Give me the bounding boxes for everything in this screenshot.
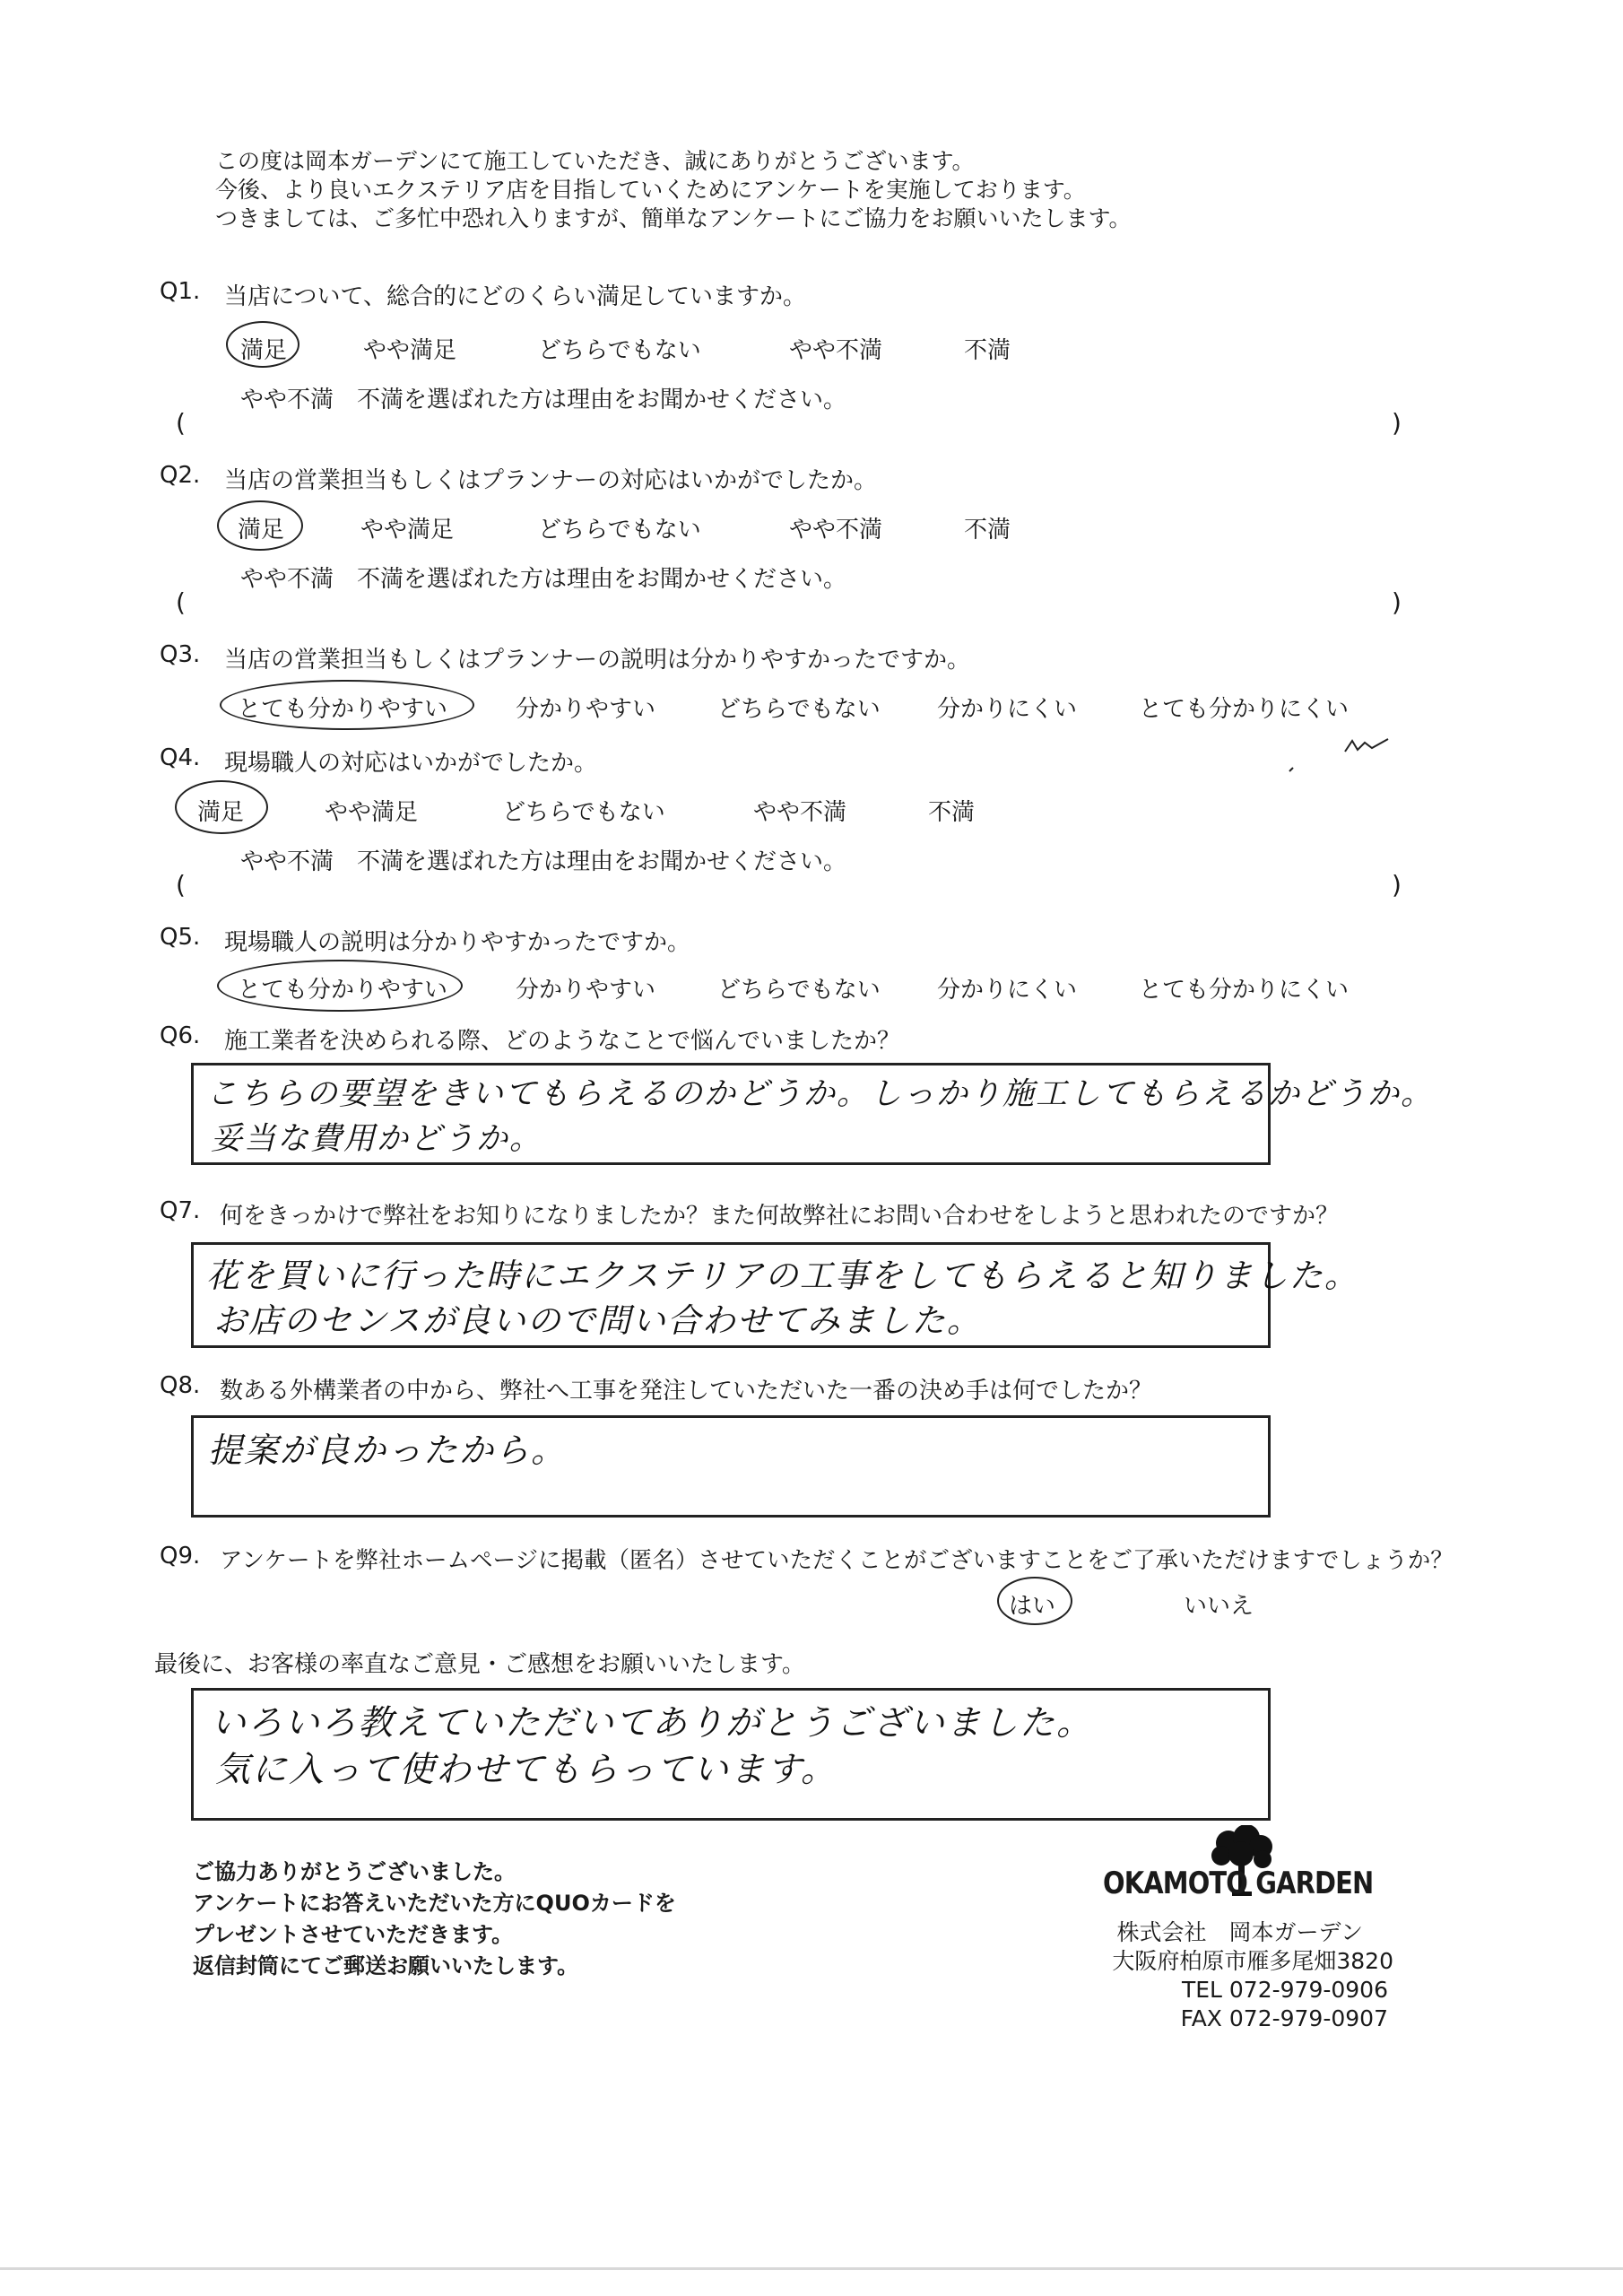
final-answer-line-1: いろいろ教えていただいてありがとうございました。 bbox=[211, 1703, 1094, 1744]
q5-option-1[interactable]: とても分かりやすい bbox=[238, 977, 448, 1004]
q4-option-2[interactable]: やや満足 bbox=[325, 799, 419, 826]
q9-option-no[interactable]: いいえ bbox=[1184, 1593, 1254, 1620]
q4-label: Q4. bbox=[160, 744, 201, 771]
company-name: 株式会社 岡本ガーデン bbox=[1116, 1919, 1363, 1945]
q4-option-3[interactable]: どちらでもない bbox=[502, 799, 665, 826]
q7-answer-line-1: 花を買いに行った時にエクステリアの工事をしてもらえると知りました。 bbox=[206, 1257, 1359, 1295]
q4-reason-prompt: やや不満 不満を選ばれた方は理由をお聞かせください。 bbox=[240, 848, 847, 875]
q2-paren-open: ( bbox=[176, 587, 186, 617]
q6-answer-line-2: 妥当な費用かどうか。 bbox=[211, 1121, 543, 1157]
q1-reason-prompt: やや不満 不満を選ばれた方は理由をお聞かせください。 bbox=[240, 387, 847, 413]
q1-paren-open: ( bbox=[176, 408, 186, 438]
scan-edge-line bbox=[0, 2267, 1623, 2270]
q1-option-2[interactable]: やや満足 bbox=[363, 337, 457, 364]
q5-option-5[interactable]: とても分かりにくい bbox=[1139, 977, 1350, 1004]
q4-paren-close: ) bbox=[1392, 870, 1402, 900]
q3-option-2[interactable]: 分かりやすい bbox=[516, 696, 656, 723]
intro-line-1: この度は岡本ガーデンにて施工していただき、誠にありがとうございます。 bbox=[215, 148, 975, 174]
q1-label: Q1. bbox=[160, 278, 201, 305]
intro-line-3: つきましては、ご多忙中恐れ入りますが、簡単なアンケートにご協力をお願いいたします。 bbox=[215, 205, 1132, 231]
footer-thanks-1: ご協力ありがとうございました。 bbox=[193, 1859, 516, 1884]
q4-question: 現場職人の対応はいかがでしたか。 bbox=[224, 750, 598, 777]
q6-answer-line-1: こちらの要望をきいてもらえるのかどうか。しっかり施工してもらえるかどうか。 bbox=[206, 1076, 1435, 1112]
q1-paren-close: ) bbox=[1392, 408, 1402, 438]
company-tel: TEL 072-979-0906 bbox=[1181, 1977, 1388, 2003]
q8-label: Q8. bbox=[160, 1372, 201, 1399]
q1-question: 当店について、総合的にどのくらい満足していますか。 bbox=[224, 283, 806, 310]
q3-option-4[interactable]: 分かりにくい bbox=[937, 696, 1078, 723]
q1-option-5[interactable]: 不満 bbox=[964, 337, 1011, 364]
q3-question: 当店の営業担当もしくはプランナーの説明は分かりやすかったですか。 bbox=[224, 647, 971, 674]
q4-option-5[interactable]: 不満 bbox=[928, 799, 976, 826]
q2-option-1[interactable]: 満足 bbox=[238, 517, 285, 544]
q1-option-1[interactable]: 満足 bbox=[240, 337, 288, 364]
intro-line-2: 今後、より良いエクステリア店を目指していくためにアンケートを実施しております。 bbox=[215, 177, 1086, 203]
q5-option-4[interactable]: 分かりにくい bbox=[937, 977, 1078, 1004]
q2-question: 当店の営業担当もしくはプランナーの対応はいかがでしたか。 bbox=[224, 467, 878, 494]
q3-option-3[interactable]: どちらでもない bbox=[717, 696, 881, 723]
company-logo-text: OKAMOTO GARDEN bbox=[1103, 1866, 1374, 1901]
q9-question: アンケートを弊社ホームページに掲載（匿名）させていただくことがございますことをご了承いただけますでしょうか？ bbox=[220, 1547, 1454, 1574]
q2-option-3[interactable]: どちらでもない bbox=[538, 517, 701, 544]
footer-thanks-3: プレゼントさせていただきます。 bbox=[193, 1922, 514, 1947]
q2-label: Q2. bbox=[160, 462, 201, 489]
q7-question: 何をきっかけで弊社をお知りになりましたか？また何故弊社にお問い合わせをしようと思われたのですか？ bbox=[220, 1203, 1340, 1230]
q5-question: 現場職人の説明は分かりやすかったですか。 bbox=[224, 929, 691, 956]
q2-option-5[interactable]: 不満 bbox=[964, 517, 1011, 544]
footer-thanks-4: 返信封筒にてご郵送お願いいたします。 bbox=[193, 1953, 579, 1979]
q4-option-4[interactable]: やや不満 bbox=[753, 799, 847, 826]
q3-label: Q3. bbox=[160, 641, 201, 668]
q9-label: Q9. bbox=[160, 1543, 201, 1570]
q7-label: Q7. bbox=[160, 1197, 201, 1224]
company-fax: FAX 072-979-0907 bbox=[1180, 2005, 1388, 2031]
q2-option-4[interactable]: やや不満 bbox=[789, 517, 883, 544]
q5-option-3[interactable]: どちらでもない bbox=[717, 977, 881, 1004]
q9-option-yes[interactable]: はい bbox=[1009, 1593, 1056, 1620]
q1-option-3[interactable]: どちらでもない bbox=[538, 337, 701, 364]
q6-label: Q6. bbox=[160, 1022, 201, 1049]
footer-thanks-2: アンケートにお答えいただいた方にQUOカードを bbox=[193, 1891, 676, 1916]
q2-reason-prompt: やや不満 不満を選ばれた方は理由をお聞かせください。 bbox=[240, 566, 847, 593]
pen-scribble-mark bbox=[1282, 725, 1390, 778]
q4-option-1[interactable]: 満足 bbox=[197, 799, 245, 826]
q4-paren-open: ( bbox=[176, 870, 186, 900]
q3-option-5[interactable]: とても分かりにくい bbox=[1139, 696, 1350, 723]
final-answer-line-2: 気に入って使わせてもらっています。 bbox=[215, 1750, 838, 1790]
q3-option-1[interactable]: とても分かりやすい bbox=[238, 696, 448, 723]
q8-question: 数ある外構業者の中から、弊社へ工事を発注していただいた一番の決め手は何でしたか？ bbox=[220, 1378, 1153, 1405]
q2-option-2[interactable]: やや満足 bbox=[360, 517, 455, 544]
q7-answer-line-2: お店のセンスが良いので問い合わせてみました。 bbox=[213, 1301, 982, 1340]
q6-question: 施工業者を決められる際、どのようなことで悩んでいましたか？ bbox=[224, 1028, 901, 1055]
q8-answer-line-1: 提案が良かったから。 bbox=[208, 1431, 568, 1470]
q5-label: Q5. bbox=[160, 924, 201, 951]
q1-option-4[interactable]: やや不満 bbox=[789, 337, 883, 364]
company-address: 大阪府柏原市雁多尾畑3820 bbox=[1112, 1948, 1393, 1974]
final-question: 最後に、お客様の率直なご意見・ご感想をお願いいたします。 bbox=[154, 1651, 805, 1678]
q5-option-2[interactable]: 分かりやすい bbox=[516, 977, 656, 1004]
q2-paren-close: ) bbox=[1392, 587, 1402, 617]
